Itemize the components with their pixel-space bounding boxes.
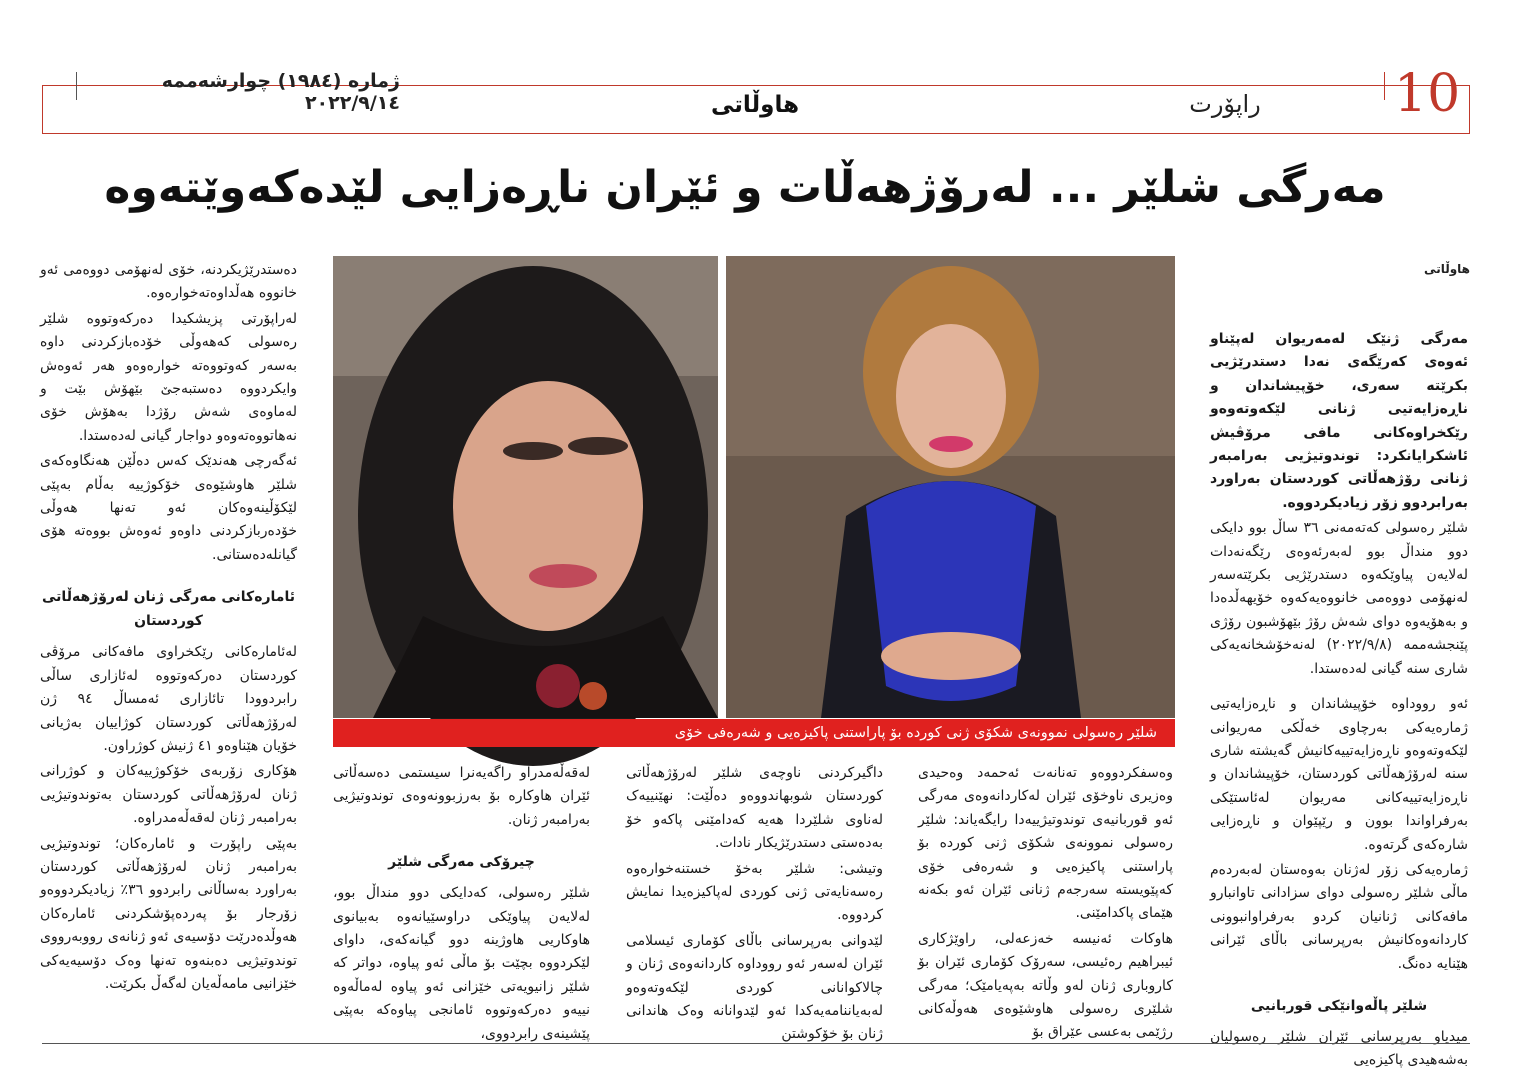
paragraph: هاوکات ئەنیسە خەزعەلی، راوێژکاری ئیبراهیم رەئیسی، سەرۆک کۆماری ئێران بۆ کاروباری ژنان لەو وڵاتە بەپەیامێک؛ مەرگی شلێری رەسولی هاوشێوەی هەوڵەکانی رژێمی بەعسی عێراق بۆ xyxy=(918,930,1173,1041)
article-column-3 xyxy=(626,762,883,1043)
article-column-5 xyxy=(40,259,297,1043)
paragraph: هۆکاری زۆربەی خۆکوژییەکان و کوژرانی ژنان لەرۆژهەڵاتی کوردستان بەتوندوتیژیی بەرامبەر ژنان لەقەڵەمدراوە. xyxy=(40,763,297,827)
subheading: چیرۆکی مەرگی شلێر xyxy=(388,854,535,871)
paragraph: لەراپۆرتی پزیشکیدا دەرکەوتووە شلێر رەسولی کەهەوڵی خۆدەبازکردنی داوە بەسەر کەوتووەتە خوارەوەو هەر ئەوەش وایکردووە دەستبەجێ بێهۆش بێت و لەماوەی شەش رۆژدا بەهۆش خۆی نەهاتووەتەوەو دواجار گیانی لەدەستدا. xyxy=(40,310,297,444)
issue-date: ژمارە (١٩٨٤) چوارشەممە ٢٠٢٢/٩/١٤ xyxy=(161,70,400,114)
paragraph: لێدوانی بەرپرسانی باڵای کۆماری ئیسلامی ئێران لەسەر ئەو رووداوە کاردانەوەی ژنان و چالاکوانانی کوردی لێکەوتەوەو لەبەیاننامەیەکدا ئەو لێدوانانە وەک هاندانی ژنان بۆ خۆکوشتن xyxy=(626,932,883,1043)
article-column-1 xyxy=(1210,328,1468,1069)
photo-block xyxy=(333,256,1175,718)
header-tick-right xyxy=(1384,72,1385,100)
paragraph: ژمارەیەکی زۆر لەژنان بەوەستان لەبەردەم ماڵی شلێر رەسولی دوای سزادانی تاوانبارو مافەکانی ژنانیان کردو بەرفراوانبوونی کاردانەوەکانیش بەرپرسانی باڵای ئێرانی هێنایە دەنگ. xyxy=(1210,861,1468,972)
paragraph: دەستدرێژیکردنە، خۆی لەنهۆمی دووەمی ئەو خانووە هەڵداوەتەخوارەوە. xyxy=(40,262,297,302)
paragraph: شلێر رەسولی، کەدایکی دوو منداڵ بوو، لەلایەن پیاوێکی دراوسێیانەوە بەبیانوی هاوکاریی هاوژینە دوو گیانەکەی، داوای لێکردووە بچێت بۆ ماڵی ئەو پیاوە، دواتر کە شلێر زانیویەتی خێزانی ئەو پیاوە لەماڵەوە نییەو دەرکەوتووە ئامانجی پیاوەکە بەپێی پێشینەی رابردووی، xyxy=(333,885,590,1042)
paragraph: شلێر رەسولی کەتەمەنی ٣٦ ساڵ بوو دایکی دوو منداڵ بوو لەبەرئەوەی رێگەنەدات لەلایەن پیاوێکەوە دستدرێژیی بکرێتەسەر لەنهۆمی دووەمی خانووەیەکەوە خۆیهەڵدەدا و بەهۆیەوە دوای شەش رۆژ بێهۆشبون رۆژی پێنجشەممە (٢٠٢٢/٩/٨) لەنەخۆشخانەیەکی شاری سنە گیانی لەدەستدا. xyxy=(1210,520,1468,677)
photo-right xyxy=(726,256,1175,718)
newspaper-logo: هاوڵاتی xyxy=(710,92,800,118)
paragraph: وتیشی: شلێر بەخۆ خستنەخوارەوە رەسەنایەتی ژنی کوردی لەپاکیزەیدا نمایش کردووە. xyxy=(626,860,883,924)
paragraph: بەپێی راپۆرت و ئامارەکان؛ توندوتیژیی بەرامبەر ژنان لەرۆژهەڵاتی کوردستان بەراورد بەساڵانی رابردوو ٣٦٪ زیادیکردووەو زۆرجار بۆ پەردەپۆشکردنی ئامارەکان هەوڵدەدرێت دۆسیەی ئەو ژنانەی رووبەرووی توندوتیژیی دەبنەوە تەنها وەک دۆسیەیەکی خێزانیی مامەڵەیان لەگەڵ بکرێت. xyxy=(40,835,297,992)
header-right-border xyxy=(1469,85,1470,134)
paragraph: ئەو رووداوە خۆپیشاندان و ناڕەزایەتیی ژمارەیەکی بەرچاوی خەڵکی مەریوانی لێکەوتەوەو ناڕەزایەتییەکانیش گەیشتە شاری سنە لەرۆژهەڵاتی کوردستان، خۆپیشاندان و ناڕەزایەتییەکانی مەریوان لەئاستێکی بەرفراواندا بوون و رێپێوان و ناڕەزایی شارەکەی گرتەوە. xyxy=(1210,696,1468,853)
photo-left xyxy=(333,256,718,718)
lead-paragraph: مەرگی ژنێک لەمەریوان لەپێناو ئەوەی کەرێگەی نەدا دستدرێژیی بکرێتە سەری، خۆپیشاندان و ناڕەزایەتیی ژنانی لێکەوتەوەو رێکخراوەکانی مافی مرۆڤیش ئاشکرایانکرد: توندوتیژیی بەرامبەر ژنانی رۆژهەڵاتی کوردستان بەراورد بەرابردوو زۆر زیادیکردووە. xyxy=(1210,331,1468,511)
paragraph: وەسفکردووەو تەنانەت ئەحمەد وەحیدی وەزیری ناوخۆی ئێران لەکاردانەوەی مەرگی ئەو قوربانیەی توندوتیژییەدا رایگەیاند: شلێر رەسولی نموونەی شکۆی ژنی کوردە بۆ پاراستنی پاکیزەیی و شەرەفی خۆی کەپێویستە سەرجەم ژنانی ئێران ئەو بکەنە هێمای پاکدامێنی. xyxy=(918,765,1173,922)
header-bottom-rule xyxy=(42,133,1470,134)
paragraph: لەئامارەکانی رێکخراوی مافەکانی مرۆڤی کوردستان دەرکەوتووە لەئازاری ساڵی رابردوودا تائازاری ئەمساڵ ٩٤ ژن لەرۆژهەڵاتی کوردستان کوژاییان بەژیانی خۆیان هێناوەو ٤١ ژنیش کوژراون. xyxy=(40,644,297,754)
paragraph: ئەگەرچی هەندێک کەس دەڵێن هەنگاوەکەی شلێر هاوشێوەی خۆکوژییە بەڵام بەپێی لێکۆڵینەوەکان ئەو تەنها هەوڵی خۆدەربازکردنی داوەو ئەوەش بووەتە هۆی گیانلەدەستانی. xyxy=(40,453,297,563)
subheading: شلێر پاڵەوانێکی قوربانیی xyxy=(1250,997,1428,1014)
article-column-4 xyxy=(333,762,590,1043)
header-tick-left xyxy=(76,72,77,100)
page-number: 10 xyxy=(1394,64,1461,124)
subheading: ئامارەکانی مەرگی ژنان لەرۆژهەڵاتی کوردستان xyxy=(42,589,295,630)
page-bottom-rule xyxy=(42,1043,1470,1044)
paragraph: لەقەڵەمدراو راگەیەنرا سیستمی دەسەڵاتی ئێران هاوکارە بۆ بەرزبوونەوەی توندوتیژیی بەرامبەر ژنان. xyxy=(333,765,590,828)
byline: هاوڵاتی xyxy=(1424,262,1470,276)
paragraph: داگیرکردنی ناوچەی شلێر لەرۆژهەڵاتی کوردستان شوبهاندووەو دەڵێت: نهێنییەک لەناوی شلێردا هەیە کەدامێنی پاکەو خۆ بەدەستی دستدرێژیکار نادات. xyxy=(626,765,883,852)
photo-caption: شلێر رەسولی نموونەی شکۆی ژنی کوردە بۆ پاراستنی پاکیزەیی و شەرەفی خۆی xyxy=(333,719,1175,747)
paragraph: میدیاو بەرپرسانی ئێران شلێر رەسولیان بەشەهیدی پاکیزەیی xyxy=(1210,1028,1468,1069)
portrait-blue-scarf-image xyxy=(726,256,1175,718)
section-label: راپۆرت xyxy=(1189,90,1261,118)
article-column-2 xyxy=(918,762,1173,1043)
portrait-headscarf-image xyxy=(333,256,718,718)
headline: مەرگی شلێر ... لەرۆژهەڵات و ئێران ناڕەزایی لێدەکەوێتەوە xyxy=(104,162,1386,213)
header-left-border xyxy=(42,85,43,134)
